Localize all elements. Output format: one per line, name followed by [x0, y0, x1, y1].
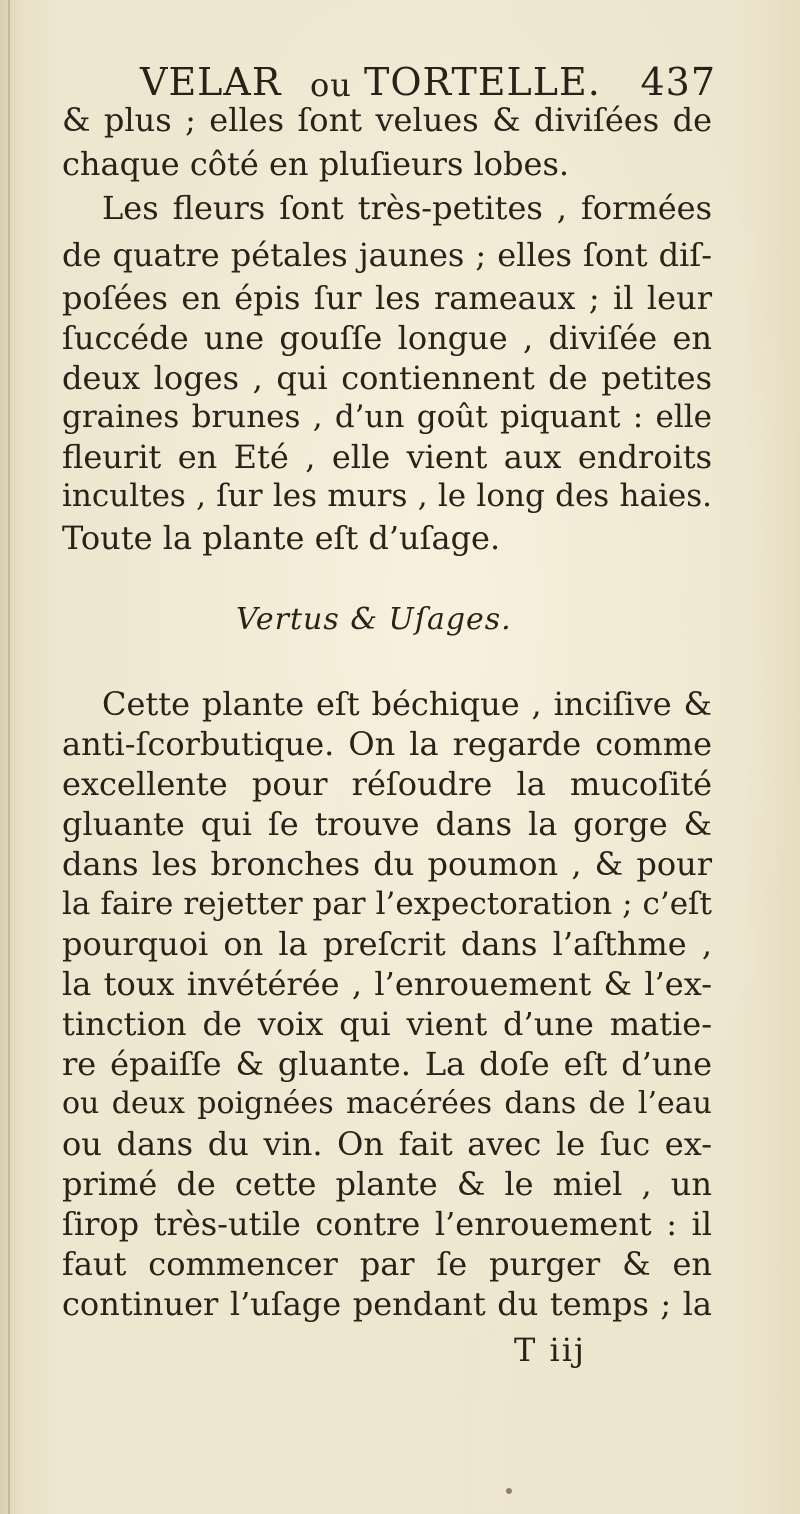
text-line: de quatre pétales jaunes ; elles ſont diſ-	[62, 236, 712, 274]
text-line: dans les bronches du poumon , & pour	[62, 845, 712, 883]
text-line: ou dans du vin. On fait avec le ſuc ex-	[62, 1125, 712, 1163]
text-line: anti-ſcorbutique. On la regarde comme	[62, 725, 712, 763]
text-line: pourquoi on la preſcrit dans l’aſthme ,	[62, 925, 712, 963]
page-gutter-edge	[8, 0, 10, 1514]
text-line: primé de cette plante & le miel , un	[62, 1165, 712, 1203]
signature-mark: T iij	[514, 1331, 586, 1369]
running-title-connector: ou	[310, 66, 352, 104]
text-line: ou deux poignées macérées dans de l’eau	[62, 1086, 712, 1121]
text-line: Les fleurs ſont très-petites , formées	[102, 189, 712, 227]
text-line: faut commencer par ſe purger & en	[62, 1245, 712, 1283]
text-line: tinction de voix qui vient d’une matie-	[62, 1005, 712, 1043]
text-line: re épaiſſe & gluante. La doſe eſt d’une	[62, 1045, 712, 1083]
text-line: & plus ; elles ſont velues & diviſées de	[62, 101, 712, 139]
text-line: la toux invétérée , l’enrouement & l’ex-	[62, 965, 712, 1003]
running-title-velar: VELAR	[140, 60, 282, 104]
text-line: gluante qui ſe trouve dans la gorge &	[62, 805, 712, 843]
text-line: poſées en épis ſur les rameaux ; il leur	[62, 279, 712, 317]
text-line: Cette plante eſt béchique , inciſive &	[102, 685, 712, 723]
text-line: ſuccéde une gouſſe longue , diviſée en	[62, 319, 712, 357]
text-line: excellente pour réſoudre la mucoſité	[62, 765, 712, 803]
text-line: continuer l’uſage pendant du temps ; la	[62, 1285, 712, 1323]
running-title-tortelle: TORTELLE.	[364, 60, 601, 104]
text-line: ſirop très-utile contre l’enrouement : il	[62, 1205, 712, 1243]
text-line: fleurit en Eté , elle vient aux endroits	[62, 438, 712, 476]
page-number: 437	[640, 60, 716, 104]
text-line: Toute la plante eſt d’uſage.	[62, 519, 501, 557]
section-heading: Vertus & Uſages.	[236, 602, 512, 637]
text-line: chaque côté en pluſieurs lobes.	[62, 145, 570, 183]
running-header	[140, 58, 716, 106]
text-line: la faire rejetter par l’expectoration ; c’eſt	[62, 886, 712, 922]
text-line: graines brunes , d’un goût piquant : elle	[62, 399, 712, 435]
text-line: incultes , ſur les murs , le long des haies.	[62, 478, 712, 514]
paper-speck	[506, 1488, 512, 1494]
text-line: deux loges , qui contiennent de petites	[62, 359, 712, 397]
